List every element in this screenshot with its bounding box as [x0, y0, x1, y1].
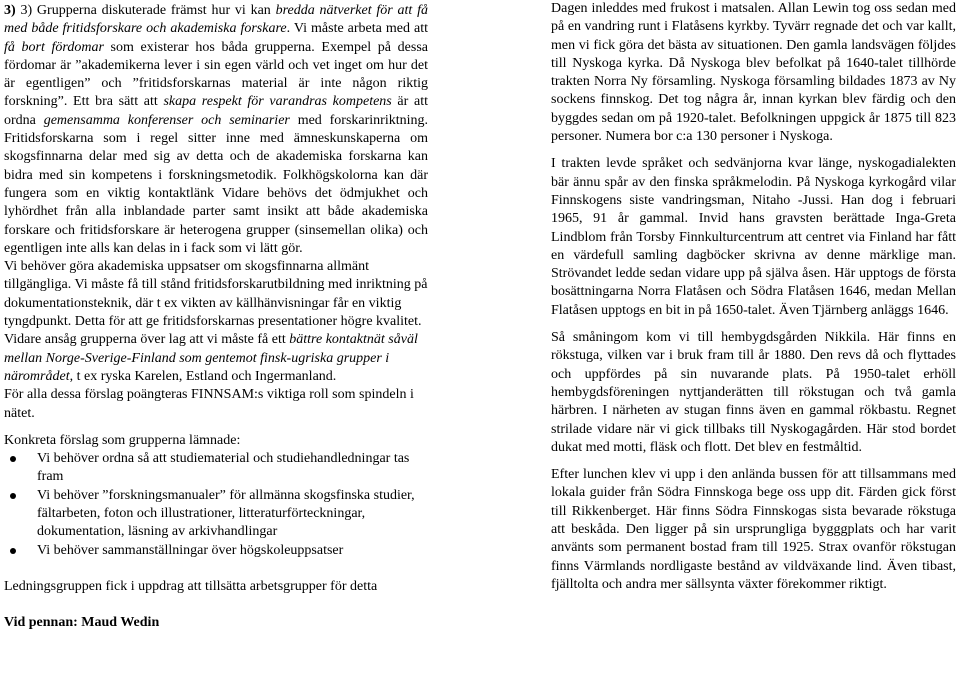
proposal-list	[4, 450, 428, 560]
bullet-icon	[10, 456, 16, 462]
italic-run: bredda nätverket för att få med både fritidsforskare och akademiska forskare	[4, 3, 429, 37]
text-run: 3) Grupperna diskuterade främst hur vi kan	[20, 3, 276, 18]
paragraph-group-discussion	[4, 2, 428, 258]
list-item	[4, 450, 428, 487]
text-run: . Vi måste arbeta med att	[286, 21, 428, 37]
paragraph-contact-network	[4, 331, 428, 386]
left-column	[4, 2, 428, 633]
paragraph-morning-walk: Dagen inleddes med frukost i matsalen. Allan Lewin tog oss sedan med på en vandring runt i Flatåsens kyrkby. Tyvärr regnade det och var kallt, men vi fick göra det bästa av situationen. Den gamla landsvägen följdes till Nyskoga kyrka. Då Nyskoga blev befolkat på 1640-talet tillhörde trakten Norra Ny församling. Nyskoga församling bildades 1873 av Ny sockens finnskog. Det tog några år, innan kyrkan blev färdig och den byggdes sedan om på 1920-talet. Befolkningen uppgick år 1875 till 823 personer. Numera bor c:a 130 personer i Nyskoga.	[551, 1, 956, 145]
text-run: som existerar hos båda grupperna. Exempel på dessa fördomar är ”akademikerna lever i sin egen värld och vet inget om hur det är egentligen” och ”fritidsforskarnas material är inte någon riktig forskning”. Ett bra sätt att	[4, 39, 428, 110]
paragraph-finnsam-role: För alla dessa förslag poängteras FINNSAM:s viktiga roll som spindeln i nätet.	[4, 387, 414, 421]
list-item	[4, 487, 428, 542]
paragraph-language-customs: I trakten levde språket och sedvänjorna kvar länge, nyskogadialekten bär ännu spår av den finska språkmelodin. På Nyskoga kyrkogård vilar Finnskogens siste vandringsman, Nitaho -Jussi. Han dog i februari 1965, 91 år gammal. Invid hans gravsten berättade Inga-Greta Lindblom från Torsby Finnkulturcentrum att centret via Finland har fått en värdefull samling dagböcker skrivna av denne märklige man. Strövandet ledde sedan vidare upp på själva åsen. Här upptogs de första bosättningarna Norra Flatåsen och Södra Flatåsen 1646, medan Mellan Flatåsen upptogs en bit in på 1650-talet. Även Tjärnberg anläggs 1646.	[551, 156, 956, 318]
paragraph-proposals-heading: Konkreta förslag som grupperna lämnade:	[4, 432, 241, 448]
italic-run: gemensamma konferenser och seminarier	[43, 112, 290, 128]
section-number: 3)	[4, 3, 16, 18]
list-item	[4, 542, 428, 560]
list-item-text: Vi behöver ”forskningsmanualer” för allmänna skogsfinska studier, fältarbeten, foton och illustrationer, litteraturförteckningar, dokumentation, läsning av arkivhandlingar	[37, 487, 415, 540]
list-item-text: Vi behöver sammanställningar över högskoleuppsatser	[37, 542, 344, 558]
paragraph-working-groups: Ledningsgruppen fick i uppdrag att tillsätta arbetsgrupper för detta	[4, 578, 378, 594]
right-column	[551, 0, 956, 594]
italic-run: bättre kontaktnät såväl mellan Norge-Sverige-Finland som gentemot finsk-ugriska grupper i närområdet	[4, 332, 418, 384]
bullet-icon	[10, 493, 16, 499]
bullet-icon	[10, 548, 16, 554]
italic-run: skapa respekt för varandras kompetens	[163, 94, 392, 110]
paragraph-afternoon-bus: Efter lunchen klev vi upp i den anlända bussen för att tillsammans med lokala guider från Södra Finnskoga bege oss upp dit. Färden gick först till Rikkenberget. Här finns Södra Finnskogas sista bevarade rökstuga att beskåda. Den ligger på sin ursprungliga bygggplats och har varit använts som permanent bostad fram till 1925. Strax ovanför rökstugan finns Värmlands nordligaste bestånd av vildväxande lind. Även tibast, fjälltolta och andra mer sällsynta växter förekommer riktigt.	[551, 467, 956, 592]
signature: Vid pennan: Maud Wedin	[4, 615, 160, 631]
text-run: är att ordna	[4, 94, 428, 128]
italic-run: få bort fördomar	[4, 39, 104, 55]
text-run: Vidare ansåg grupperna över lag att vi måste få ett	[4, 332, 290, 348]
text-run: med forskarinriktning. Fritidsforskarna som i regel sitter inne med ämneskunskaperna om skogsfinnarna delar med sig av detta och de akademiska forskarna kan bidra med sin kompetens i forskningsmetodik. Folkhögskolorna kan där fungera som en viktig kontaktlänk Vidare behövs det ödmjukhet och lyhördhet från alla inblandade parter samt insikt att både akademiska forskare och fritidsforskare är heterogena grupper (sinsemellan olika) och egentligen inte alls kan delas in i fack som vi lätt gör.	[4, 112, 428, 256]
paragraph-nikkila: Så småningom kom vi till hembygdsgården Nikkila. Här finns en rökstuga, vilken var i bruk fram till år 1880. Den revs då och flyttades och uppfördes på sin nuvarande plats. På 1950-talet erhöll hembygdsföreningen nyttjanderätten till rökstugan och två gamla härbren. I närheten av stugan finns även en gammal rökbastu. Regnet strilade vidare när vi gick tillbaks till Nyskogagården. Här stod bordet dukat med motti, fläsk och flott. Det blev en festmåltid.	[551, 330, 956, 455]
paragraph-theses: Vi behöver göra akademiska uppsatser om skogsfinnarna allmänt tillgängliga. Vi måste få till stånd fritidsforskarutbildning med inriktning på dokumentationsteknik, där t ex vikten av källhänvisningar får en viktig tyngdpunkt. Detta för att ge fritidsforskarnas presentationer högre kvalitet.	[4, 259, 428, 330]
list-item-text: Vi behöver ordna så att studiematerial och studiehandledningar tas fram	[37, 451, 410, 485]
text-run: , t ex ryska Karelen, Estland och Ingermanland.	[69, 368, 337, 384]
